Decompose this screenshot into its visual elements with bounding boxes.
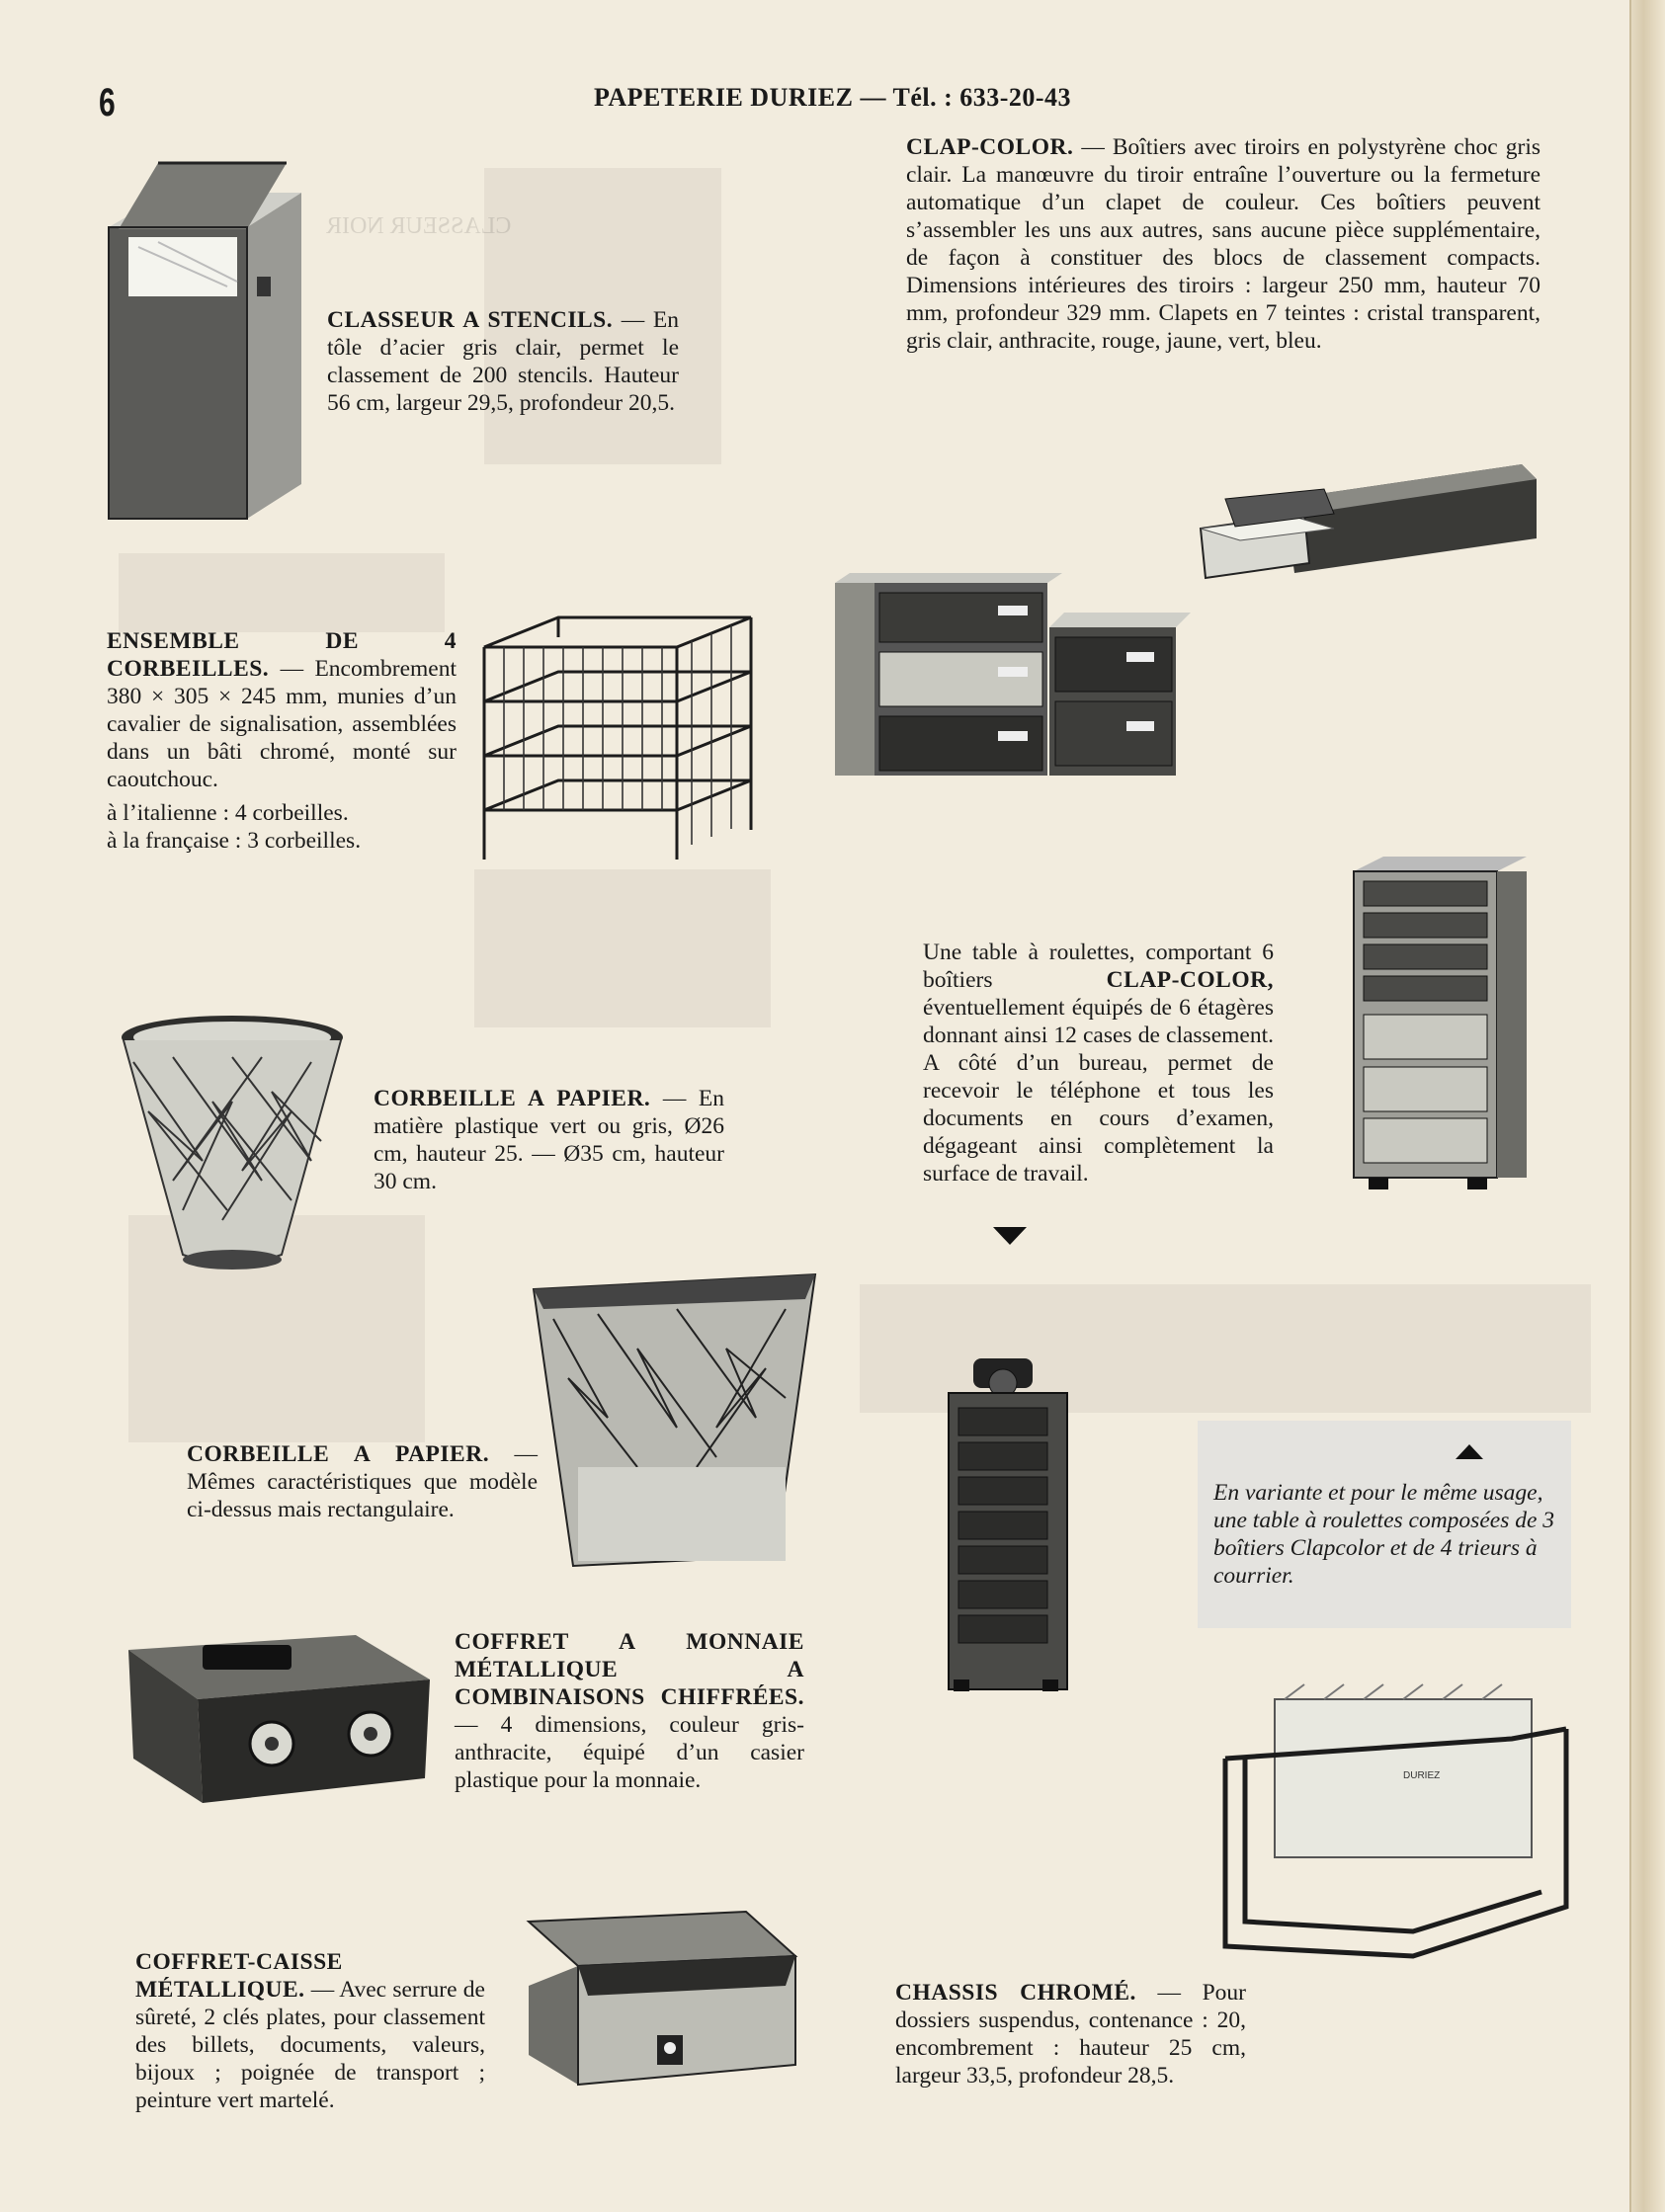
stencils-title: CLASSEUR A STENCILS. [327, 307, 614, 333]
wastebasket-rect-article [187, 1440, 538, 1523]
clap-color-title: CLAP-COLOR. [906, 134, 1074, 160]
cash-box-title: COFFRET-CAISSE MÉTALLIQUE. [135, 1949, 343, 2003]
baskets-italian: à l’italienne : 4 corbeilles. [107, 800, 349, 826]
rect-wastebasket-image [529, 1270, 825, 1571]
coin-box-article [455, 1628, 804, 1794]
open-drawer-box-image [1196, 459, 1541, 588]
chassis-article [895, 1979, 1246, 2089]
page-fold-line [1629, 0, 1631, 2212]
coin-box-body: — 4 dimensions, couleur gris-anthracite, équipé d’un casier plastique pour la monnaie. [455, 1712, 804, 1793]
stencils-body: — En tôle d’acier gris clair, permet le classement de 200 stencils. Hauteur 56 cm, largeur 29,5, profondeur 20,5. [327, 307, 680, 416]
page-number: 6 [99, 81, 116, 124]
rolling-table-pre: Une table à roulettes, comportant 6 boîtiers [923, 940, 1274, 993]
chassis-body: — Pour dossiers suspendus, contenance : 20, encombrement : hauteur 25 cm, largeur 33,5, profondeur 28,5. [895, 1980, 1246, 2089]
cash-box-article [135, 1948, 485, 2114]
showthrough-panel [119, 553, 445, 632]
coin-box-title: COFFRET A MONNAIE MÉTALLIQUE A COMBINAISONS CHIFFRÉES. [455, 1629, 804, 1710]
rolling-table-brand: CLAP-COLOR, [1106, 967, 1274, 993]
baskets-title: ENSEMBLE DE 4 CORBEILLES. [107, 628, 457, 682]
clap-color-article [906, 133, 1540, 355]
baskets-article [107, 627, 457, 855]
phone-rolling-table-image [944, 1353, 1077, 1694]
arrow-down-icon [993, 1227, 1027, 1245]
wastebasket-round-body: — En matière plastique vert ou gris, Ø26 cm, hauteur 25. — Ø35 cm, hauteur 30 cm. [374, 1086, 725, 1194]
running-head: PAPETERIE DURIEZ — Tél. : 633-20-43 [593, 83, 1072, 112]
chrome-chassis-image [1215, 1679, 1576, 1966]
wire-baskets-image [479, 608, 761, 869]
wastebasket-round-title: CORBEILLE A PAPIER. [374, 1086, 651, 1111]
round-wastebasket-image [114, 1013, 351, 1279]
stencils-article [327, 306, 679, 417]
variant-text: En variante et pour le même usage, une table à roulettes composées de 3 boîtiers Clapcolor et de 4 trieurs à courrier. [1213, 1480, 1555, 1589]
drawer-brand-label: DURIEZ [1403, 1770, 1441, 1781]
rolling-table-image [1349, 852, 1537, 1192]
wastebasket-rect-title: CORBEILLE A PAPIER. [187, 1441, 490, 1467]
clap-color-body: — Boîtiers avec tiroirs en polystyrène choc gris clair. La manœuvre du tiroir entraîne l’ouverture ou la fermeture automatique d’un clapet de couleur. Ces boîtiers peuvent s’assembler les uns aux autres, sans aucune pièce supplémentaire, de façon à constituer des blocs de classement compacts. Dimensions intérieures des tiroirs : largeur 250 mm, hauteur 70 mm, profondeur 329 mm. Clapets en 7 teintes : cristal transparent, gris clair, anthracite, rouge, jaune, vert, bleu. [906, 134, 1540, 354]
chassis-title: CHASSIS CHROMÉ. [895, 1980, 1136, 2006]
page-edge [1629, 0, 1665, 2212]
rolling-table-post: éventuellement équipés de 6 étagères donnant ainsi 12 cases de classement. A côté d’un bureau, permet de recevoir le téléphone et tous les documents en cours d’examen, dégageant ainsi complètement la surface de travail. [923, 995, 1274, 1187]
stencil-cabinet-image [99, 158, 316, 524]
baskets-body: — Encombrement 380 × 305 × 245 mm, munies d’un cavalier de signalisation, assemblées dans un bâti chromé, monté sur caoutchouc. [107, 656, 457, 792]
clap-color-boxes-image [830, 568, 1196, 780]
wastebasket-rect-body: — Mêmes caractéristiques que modèle ci-dessus mais rectangulaire. [187, 1441, 539, 1522]
variant-article [1213, 1479, 1569, 1590]
coin-box-image [124, 1630, 435, 1808]
cash-box-body: — Avec serrure de sûreté, 2 clés plates, pour classement des billets, documents, valeurs, bijoux ; poignée de transport ; peinture vert martelé. [135, 1977, 485, 2113]
showthrough-text: CLASSEUR NOIR [326, 213, 512, 239]
arrow-up-icon [1456, 1444, 1483, 1459]
rolling-table-article [923, 939, 1274, 1188]
cash-box-image [519, 1907, 800, 2089]
baskets-french: à la française : 3 corbeilles. [107, 828, 362, 854]
showthrough-panel [474, 869, 771, 1027]
wastebasket-round-article [374, 1085, 724, 1195]
